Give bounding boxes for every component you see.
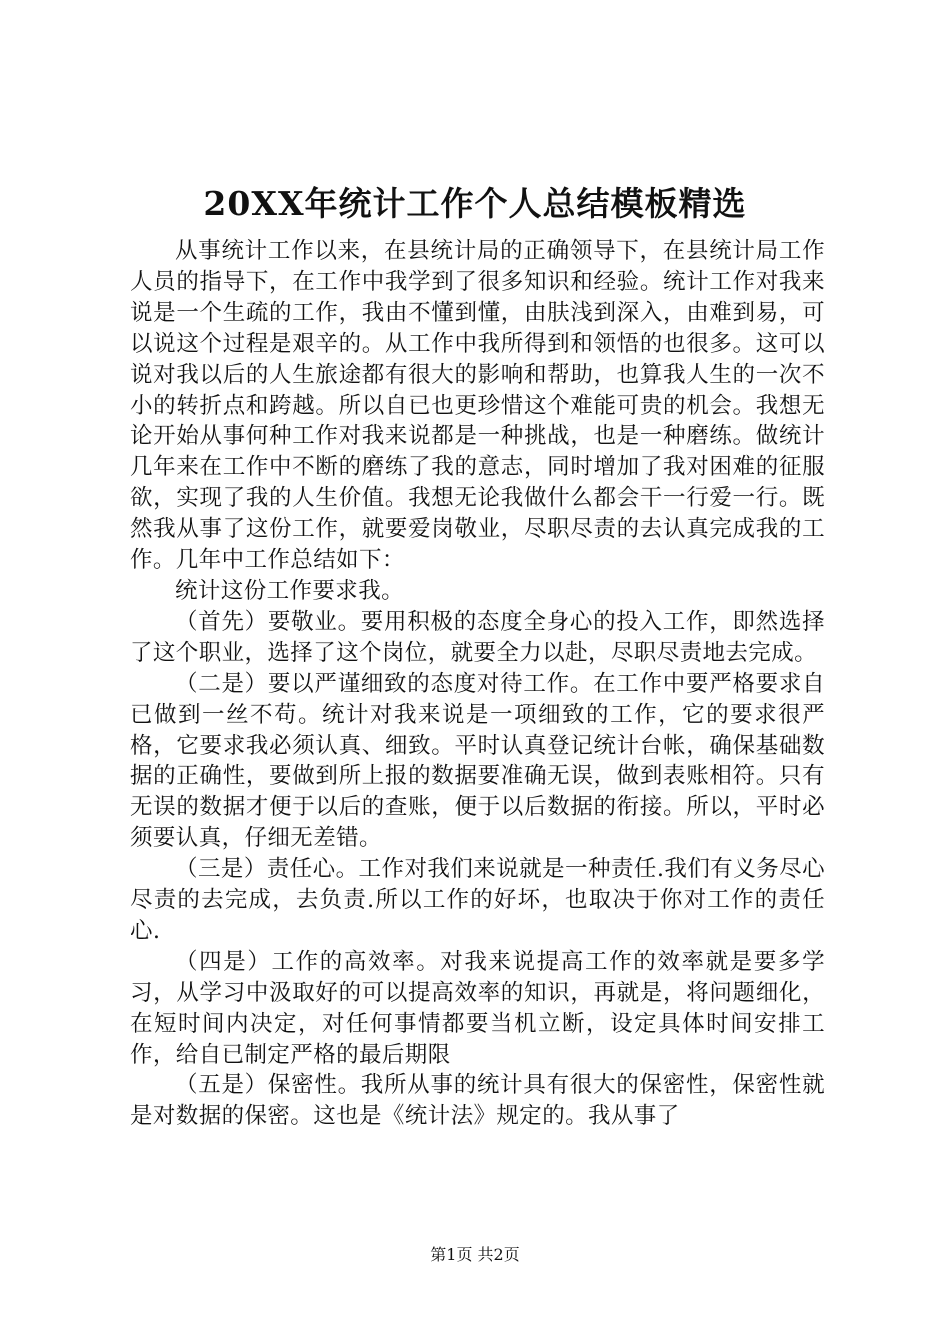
paragraph: 从事统计工作以来，在县统计局的正确领导下，在县统计局工作人员的指导下，在工作中我学到了很多知识和经验。统计工作对我来说是一个生疏的工作，我由不懂到懂，由肤浅到深入，由难到易，可以说这个过程是艰辛的。从工作中我所得到和领悟的也很多。这可以说对我以后的人生旅途都有很大的影响和帮助，也算我人生的一次不小的转折点和跨越。所以自已也更珍惜这个难能可贵的机会。我想无论开始从事何种工作对我来说都是一种挑战，也是一种磨练。做统计几年来在工作中不断的磨练了我的意志，同时增加了我对困难的征服欲，实现了我的人生价值。我想无论我做什么都会干一行爱一行。既然我从事了这份工作，就要爱岗敬业，尽职尽责的去认真完成我的工作。几年中工作总结如下： xyxy=(130,238,825,574)
page-footer: 第1页 共2页 xyxy=(430,1245,520,1264)
paragraph: （五是）保密性。我所从事的统计具有很大的保密性，保密性就是对数据的保密。这也是《统计法》规定的。我从事了 xyxy=(130,1072,825,1130)
paragraph: （二是）要以严谨细致的态度对待工作。在工作中要严格要求自已做到一丝不苟。统计对我来说是一项细致的工作，它的要求很严格，它要求我必须认真、细致。平时认真登记统计台帐，确保基础数据的正确性，要做到所上报的数据要准确无误，做到表账相符。只有无误的数据才便于以后的查账，便于以后数据的衔接。所以，平时必须要认真，仔细无差错。 xyxy=(130,670,825,852)
paragraph: （四是）工作的高效率。对我来说提高工作的效率就是要多学习，从学习中汲取好的可以提高效率的知识，再就是，将问题细化，在短时间内决定，对任何事情都要当机立断，设定具体时间安排工作，给自已制定严格的最后期限 xyxy=(130,948,825,1068)
document-title: 20XX年统计工作个人总结模板精选 xyxy=(203,184,747,223)
document-body xyxy=(130,236,825,1132)
paragraph: 统计这份工作要求我。 xyxy=(175,577,405,604)
paragraph: （三是）责任心。工作对我们来说就是一种责任.我们有义务尽心尽责的去完成，去负责.所以工作的好坏，也取决于你对工作的责任心. xyxy=(130,856,825,944)
paragraph: （首先）要敬业。要用积极的态度全身心的投入工作，即然选择了这个职业，选择了这个岗位，就要全力以赴，尽职尽责地去完成。 xyxy=(130,608,825,666)
